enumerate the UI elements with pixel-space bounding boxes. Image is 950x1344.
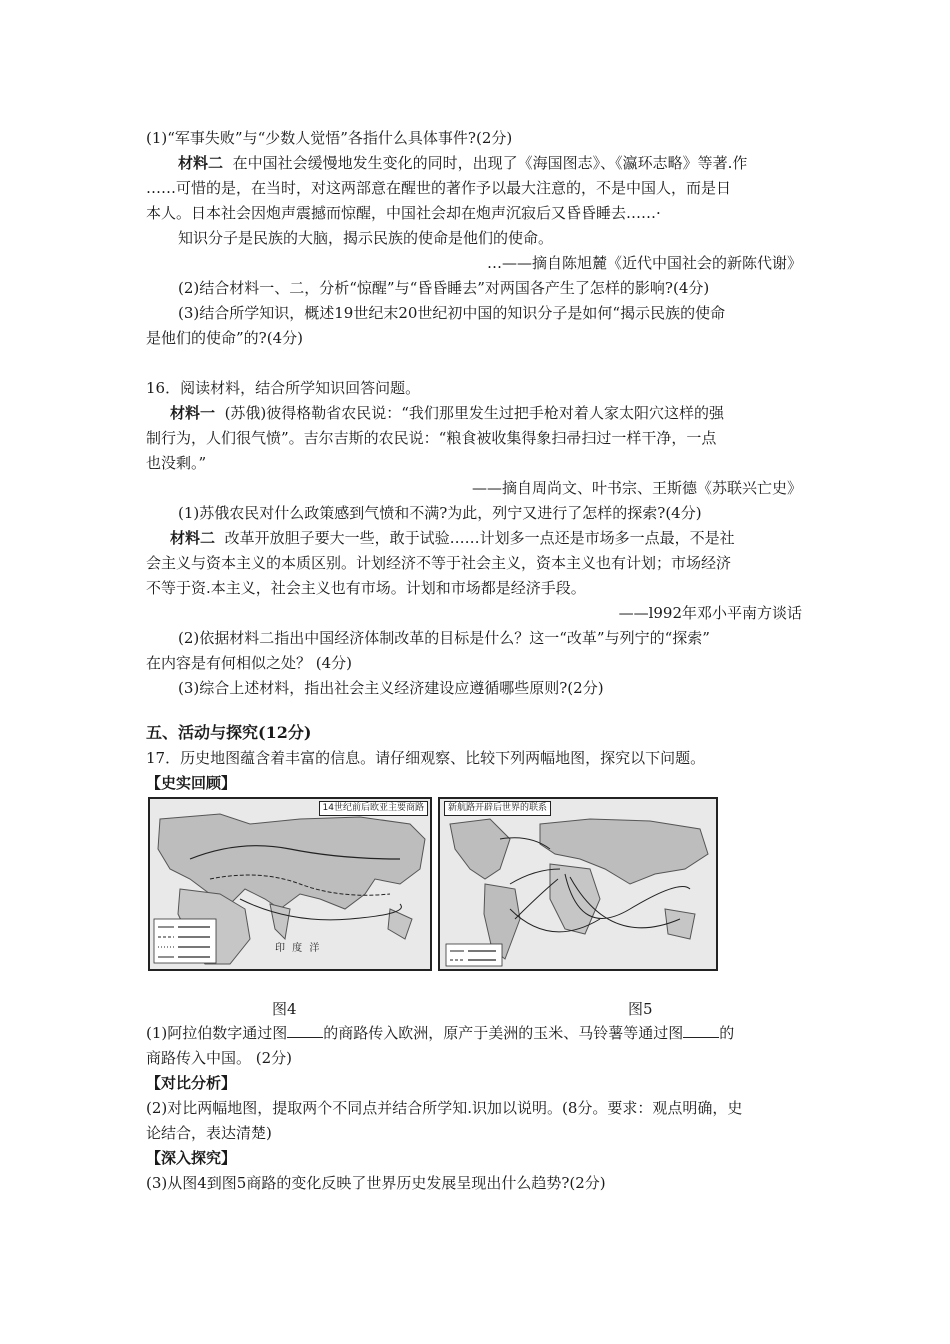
q15-sub1: (1)“军事失败”与“少数人觉悟”各指什么具体事件?(2分) [146,129,513,147]
citation: …——摘自陈旭麓《近代中国社会的新陈代谢》 [486,254,802,272]
text-line: 也没剩。” [146,454,207,472]
map-label: 印 度 洋 [275,943,322,954]
subsection-heading: 【对比分析】 [146,1074,237,1092]
q17-sub2: (2)对比两幅地图，提取两个不同点并结合所学知.识加以说明。(8分。要求：观点明确，史 [146,1099,743,1117]
material-2-line [178,153,747,173]
map-figure-4 [148,797,432,971]
q16-sub2: (2)依据材料二指出中国经济体制改革的目标是什么？这一“改革”与列宁的“探索” [178,629,710,647]
material-label: 材料二 [170,529,216,547]
q15-sub3: (3)结合所学知识，概述19世纪末20世纪初中国的知识分子是如何“揭示民族的使命 [178,304,726,322]
text-line: 会主义与资本主义的本质区别。计划经济不等于社会主义，资本主义也有计划；市场经济 [146,554,732,572]
q16-heading: 16．阅读材料，结合所学知识回答问题。 [146,379,421,397]
map-title: 新航路开辟后世界的联系 [444,801,551,816]
text-segment: 的 [719,1024,735,1042]
material-label: 材料一 [170,404,216,422]
text-line: 论结合，表达清楚) [146,1124,272,1142]
subsection-heading: 【史实回顾】 [146,774,237,792]
section-heading: 五、活动与探究(12分) [146,723,312,742]
text-segment: (1)阿拉伯数字通过图 [146,1024,288,1042]
figure-caption: 图5 [628,1000,653,1018]
answer-blank[interactable] [287,1023,323,1038]
answer-blank[interactable] [683,1023,719,1038]
text-line: 商路传入中国。 (2分) [146,1049,293,1067]
figure-caption: 图4 [272,1000,297,1018]
material-text: 在中国社会缓慢地发生变化的同时，出现了《海国图志》、《瀛环志略》等著.作 [232,154,748,172]
map-title: 14世纪前后欧亚主要商路 [319,801,428,816]
citation: ——摘自周尚文、叶书宗、王斯德《苏联兴亡史》 [471,479,802,497]
text-line: 本人。日本社会因炮声震撼而惊醒，中国社会却在炮声沉寂后又昏昏睡去……· [146,204,661,222]
q15-sub2: (2)结合材料一、二，分析“惊醒”与“昏昏睡去”对两国各产生了怎样的影响?(4分) [178,279,710,297]
text-segment: 的商路传入欧洲，原产于美洲的玉米、马铃薯等通过图 [323,1024,684,1042]
text-line: 知识分子是民族的大脑，揭示民族的使命是他们的使命。 [178,229,554,247]
subsection-heading: 【深入探究】 [146,1149,237,1167]
q16-sub1: (1)苏俄农民对什么政策感到气愤和不满?为此，列宁又进行了怎样的探索?(4分) [178,504,702,522]
text-line: ……可惜的是，在当时，对这两部意在醒世的著作予以最大注意的，不是中国人，而是日 [146,179,732,197]
material-text: (苏俄)彼得格勒省农民说：“我们那里发生过把手枪对着人家太阳穴这样的强 [224,404,724,422]
map-figure-5 [438,797,718,971]
material-text: 改革开放胆子要大一些，敢于试验……计划多一点还是市场多一点最，不是社 [224,529,735,547]
q16-sub3: (3)综合上述材料，指出社会主义经济建设应遵循哪些原则?(2分) [178,679,604,697]
text-line: 在内容是有何相似之处？ (4分) [146,654,353,672]
text-line: 是他们的使命”的?(4分) [146,329,303,347]
citation: ——l992年邓小平南方谈话 [618,604,802,622]
q17-stem: 17．历史地图蕴含着丰富的信息。请仔细观察、比较下列两幅地图，探究以下问题。 [146,749,706,767]
text-line: 制行为，人们很气愤”。吉尔吉斯的农民说：“粮食被收集得象扫帚扫过一样干净，一点 [146,429,717,447]
material-label: 材料二 [178,154,224,172]
material-2-line [170,528,735,548]
q17-sub3: (3)从图4到图5商路的变化反映了世界历史发展呈现出什么趋势?(2分) [146,1174,606,1192]
q17-sub1 [146,1023,734,1043]
material-1-line [170,403,724,423]
text-line: 不等于资.本主义，社会主义也有市场。计划和市场都是经济手段。 [146,579,586,597]
